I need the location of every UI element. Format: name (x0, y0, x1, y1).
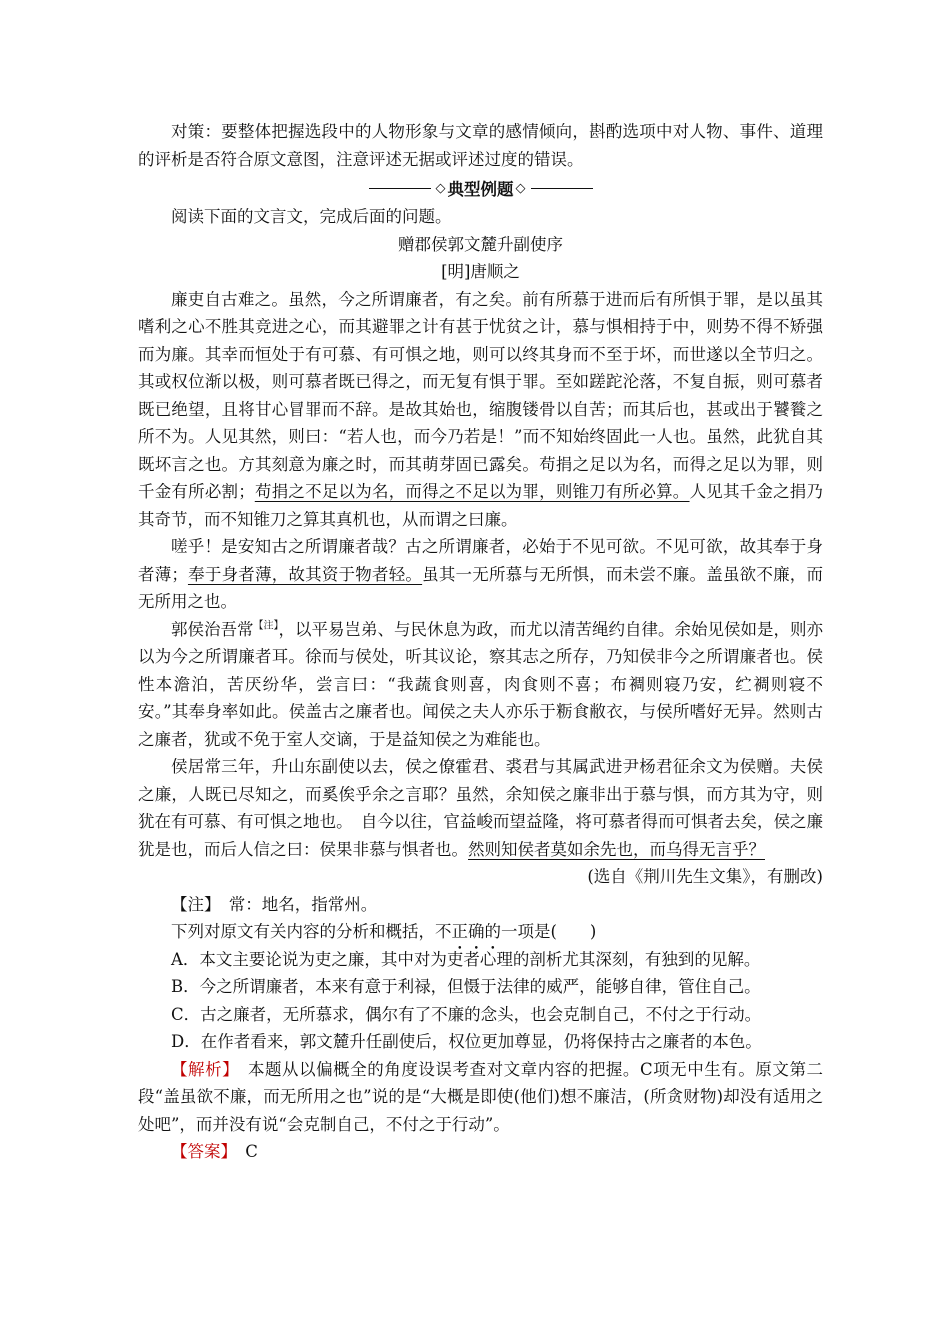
strategy-paragraph: 对策：要整体把握选段中的人物形象与文章的感情倾向，斟酌选项中对人物、事件、道理的评析是否符合原文意图，注意评述无据或评述过度的错误。 (138, 122, 823, 169)
underlined-sentence: 然则知侯者莫如余先也，而乌得无言乎？ (468, 839, 765, 859)
answer-label: 【答案】 (171, 1142, 229, 1161)
section-heading (138, 173, 823, 203)
note-text: 常：地名，指常州。 (212, 894, 378, 914)
emphasis-char: 确 (468, 922, 485, 941)
essay-paragraph-1: 廉吏自古难之。虽然，今之所谓廉者，有之矣。前有所慕于进而后有所惧于罪，是以虽其嗜利之心不胜其竞进之心，而其避罪之计有甚于忧贫之计，慕与惧相持于中，则势不得不矫强而为廉。其幸而恒处于有可慕、有可惧之地，则可以终其身而不至于坏，而世遂以全节归之。其或权位渐以极，则可慕者既已得之，而无复有惧于罪。至如蹉跎沦落，不复自振，则可慕者既已绝望，且将甘心冒罪而不辞。是故其始也，缩腹镂骨以自苦；而其后也，甚或出于饕餮之所不为。人见其然，则曰：“若人也，而今乃若是！”而不知始终固此一人也。虽然，此犹自其既坏言之也。方其刻意为廉之时，而其萌芽固已露矣。苟捐之足以为名，而得之足以为罪，则千金有所必割；苟捐之不足以为名，而得之不足以为罪，则锥刀有所必算。人见其千金之捐乃其奇节，而不知锥刀之算其真机也，从而谓之曰廉。 (138, 289, 824, 529)
emphasis-char: 正 (451, 922, 468, 941)
essay-source: (选自《荆川先生文集》，有删改) (587, 867, 823, 886)
analysis-text: 本题从以偏概全的角度设误考查对文章内容的把握。C项无中生有。原文第二段“盖虽欲不廉，而无所用之也”说的是“大概是即使(他们)想不廉洁，(所贪财物)却没有适用之处吧”，而并没有说“会克制自己，不付之于行动”。 (138, 1059, 824, 1134)
analysis (138, 1056, 823, 1139)
answer-text: C (228, 1142, 258, 1161)
essay-paragraph-4: 侯居常三年，升山东副使以去，侯之僚霍君、裘君与其属武进尹杨君征余文为侯赠。夫侯之廉，人既已尽知之，而奚俟乎余之言耶？虽然，余知侯之廉非出于慕与惧，而方其为守，则犹在有可慕、有可惧之地也。 自今以往，官益峻而望益隆，将可慕者得而可惧者去矣，侯之廉犹是也，而后人信之曰：侯果非慕与惧者也。然则知侯者莫如余先也，而乌得无言乎？ (138, 757, 823, 859)
option-c: C．古之廉者，无所慕求，偶尔有了不廉的念头，也会克制自己，不付之于行动。 (171, 1004, 762, 1024)
question-stem: 下列对原文有关内容的分析和概括，不正确的一项是( ) (171, 922, 597, 941)
option-b: B．今之所谓廉者，本来有意于利禄，但慑于法律的威严，能够自律，管住自己。 (171, 977, 761, 996)
essay-paragraph-3: 郭侯治吾常$^{【注】}$，以平易岂弟、与民休息为政，而尤以清苦绳约自律。余始见侯如是，则亦以为今之所谓廉者耳。徐而与侯处，听其议论，察其志之所存，乃知侯非今之所谓廉者也。侯性本澹泊，苦厌纷华，尝言曰：“我蔬食则喜，肉食则不喜；布裯则寝乃安，纻裯则寝不安。”其奉身率如此。侯盖古之廉者也。闻侯之夫人亦乐于粝食敝衣，与侯所嗜好无异。然则古之廉者，犹或不免于室人交谪，于是益知侯之为难能也。 (138, 619, 823, 749)
option-d: D．在作者看来，郭文麓升任副使后，权位更加尊显，仍将保持古之廉者的本色。 (171, 1032, 762, 1051)
essay-author: [明]唐顺之 (441, 262, 520, 281)
diamond-icon: ◇ (515, 180, 526, 196)
diamond-icon: ◇ (435, 180, 446, 196)
instruction: 阅读下面的文言文，完成后面的问题。 (171, 207, 452, 226)
left-rule (369, 188, 431, 189)
right-rule (531, 188, 593, 189)
essay-title: 赠郡侯郭文麓升副使序 (398, 234, 563, 254)
underlined-sentence: 奉于身者薄，故其资于物者轻。 (187, 564, 423, 584)
note-marker: 【注】 (253, 620, 279, 631)
note-label: 【注】 (171, 894, 213, 914)
analysis-label: 【解析】 (171, 1059, 231, 1079)
section-title: 典型例题 (447, 180, 514, 199)
answer (138, 1138, 823, 1166)
emphasis-char: 不 (435, 922, 452, 941)
option-a: A．本文主要论说为吏之廉，其中对为吏者心理的剖析尤其深刻，有独到的见解。 (171, 949, 761, 969)
document-page (138, 118, 823, 1166)
underlined-sentence: 苟捐之不足以为名，而得之不足以为罪，则锥刀有所必算。 (254, 482, 690, 501)
note (138, 891, 823, 919)
essay-paragraph-2: 嗟乎！是安知古之所谓廉者哉？古之所谓廉者，必始于不见可欲。不见可欲，故其奉于身者薄；奉于身者薄，故其资于物者轻。虽其一无所慕与无所惧，而未尝不廉。盖虽欲不廉，而无所用之也。 (138, 537, 824, 611)
